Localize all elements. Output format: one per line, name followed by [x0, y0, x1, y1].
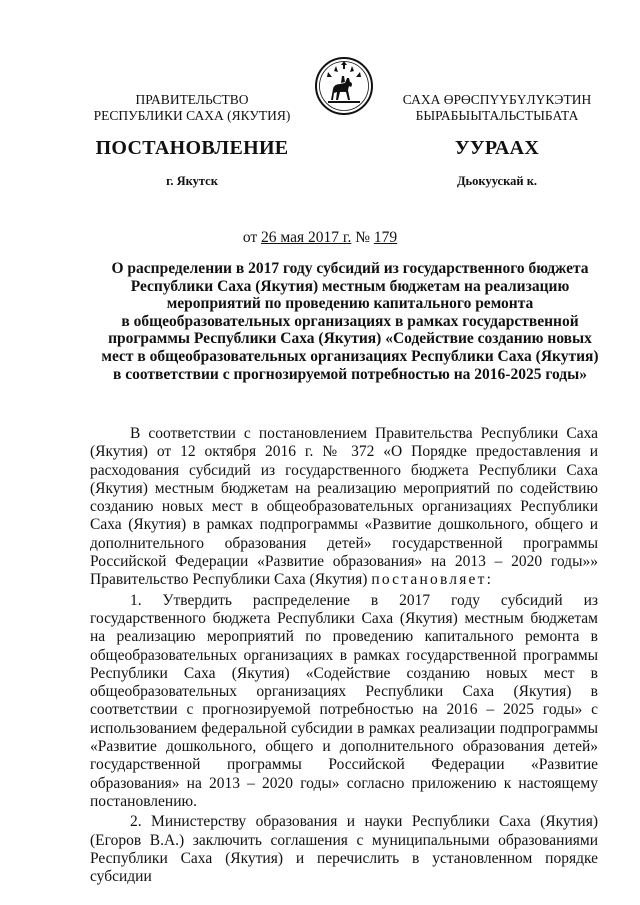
heading-line: мест в общеобразовательных организациях Республики Саха (Якутия) [101, 347, 599, 365]
heading-line: в соответствии с прогнозируемой потребностью на 2016-2025 годы» [113, 365, 587, 383]
heading-line: программы Республики Саха (Якутия) «Содействие созданию новых [108, 330, 592, 348]
resolve-word: постановляет: [371, 571, 494, 589]
date-value: 26 мая 2017 г. [261, 229, 352, 246]
coat-of-arms-emblem-icon [314, 56, 374, 116]
date-prefix: от [242, 229, 262, 246]
document-type-title-ru: ПОСТАНОВЛЕНИЕ [95, 137, 289, 159]
city-ru: г. Якутск [166, 174, 218, 188]
header-left [82, 92, 302, 124]
document-type-title-sah: УУРААХ [454, 137, 540, 159]
header-right [382, 92, 612, 124]
body-paragraph-2: 2. Министерству образования и науки Республики Саха (Якутия) (Егоров В.А.) заключить соглашения с муниципальными образованиями Республики Саха (Якутия) и перечислить в установленном порядке субсидии [90, 813, 598, 886]
header-right-line2: БЫРАБЫЫТАЛЬСТЫБАТА [415, 108, 579, 123]
document-date-line [0, 229, 640, 247]
document-heading [90, 260, 610, 383]
preamble-text: В соответствии с постановлением Правительства Республики Саха (Якутия) от 12 октября 2016 г. № 372 «О Порядке предоставления и расходования субсидий из государственного бюджета Республики Саха (Якутия) местным бюджетам на реализацию мероприятий по содействию созданию новых мест в общеобразовательных организациях Республики Саха (Якутия) в рамках подпрограммы «Развитие дошкольного, общего и дополнительного образования детей» государственной программы Российской Федерации «Развитие образования» на 2013 – 2020 годы»» Правительство Республики Саха (Якутия) [90, 425, 598, 589]
city-sah: Дьокуускай к. [456, 174, 538, 188]
header-left-line1: ПРАВИТЕЛЬСТВО [135, 92, 249, 107]
document-number: 179 [373, 229, 398, 246]
heading-line: Республики Саха (Якутия) местным бюджетам на реализацию [130, 277, 570, 295]
heading-line: О распределении в 2017 году субсидий из государственного бюджета [111, 260, 589, 277]
header-right-line1: САХА ӨРӨСПҮҮБҮЛҮКЭТИН [402, 92, 592, 107]
heading-line: мероприятий по проведению капитального ремонта [166, 295, 534, 313]
body-paragraph-1: 1. Утвердить распределение в 2017 году субсидий из государственного бюджета Республики Саха (Якутия) местным бюджетам на реализацию мероприятий по проведению капитального ремонта в общеобразовательных организациях в рамках государственной программы Республики Саха (Якутия) «Содействие созданию новых мест в общеобразовательных организациях Республики Саха (Якутия) в соответствии с прогнозируемой потребностью на 2016 – 2025 годы» с использованием федеральной субсидии в рамках реализации подпрограммы «Развитие дошкольного, общего и дополнительного образования детей» государственной программы Российской Федерации «Развитие образования» на 2013 – 2020 годы» согласно приложению к настоящему постановлению. [90, 591, 598, 810]
heading-line: в общеобразовательных организациях в рамках государственной [121, 312, 579, 330]
document-body [90, 425, 598, 886]
body-paragraph-preamble [90, 425, 598, 590]
header-left-line2: РЕСПУБЛИКИ САХА (ЯКУТИЯ) [93, 108, 291, 123]
number-sign: № [351, 229, 374, 246]
